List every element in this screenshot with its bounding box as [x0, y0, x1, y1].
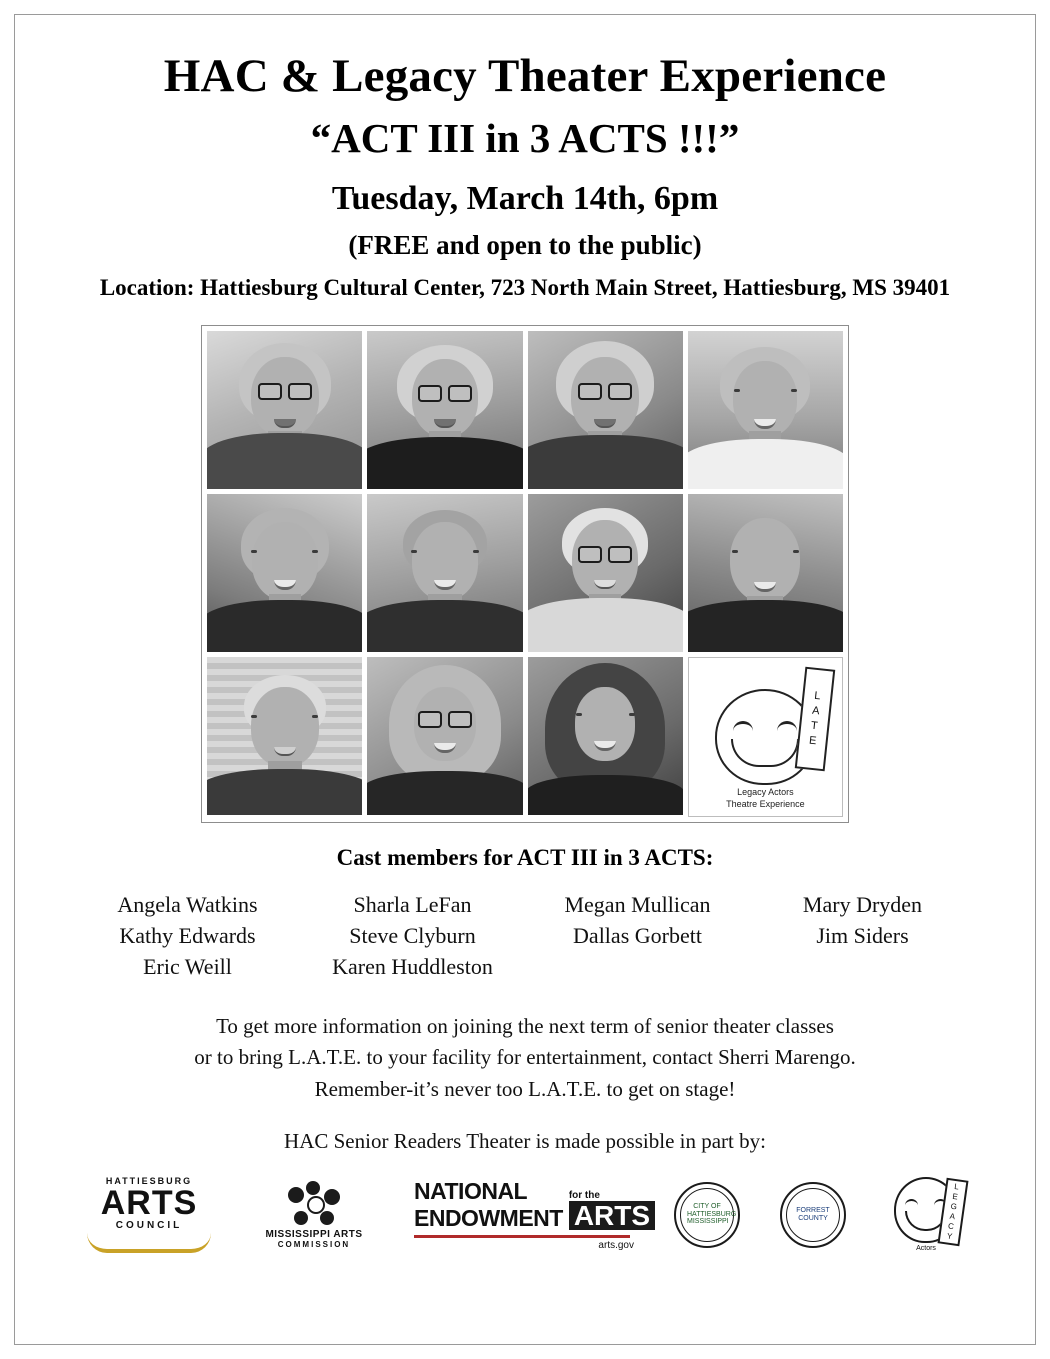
cast-member: Kathy Edwards: [119, 923, 256, 949]
cast-column-3: [525, 889, 750, 983]
legacy-letter-c: C: [947, 1221, 955, 1232]
cast-member: Megan Mullican: [564, 891, 711, 917]
contact-info-line3: Remember-it’s never too L.A.T.E. to get on stage!: [314, 1076, 736, 1101]
cast-column-2: [300, 889, 525, 983]
mac-mark-icon: [288, 1181, 340, 1225]
nea-word-national: NATIONAL: [414, 1178, 528, 1205]
cast-photo-grid: [201, 325, 849, 823]
portrait-10: [367, 657, 522, 815]
portrait-5: [207, 494, 362, 652]
cast-member: Steve Clyburn: [349, 923, 476, 949]
late-letter-l: L: [813, 689, 822, 703]
cast-member: Dallas Gorbett: [573, 923, 702, 949]
mac-line1: MISSISSIPPI ARTS: [265, 1228, 363, 1240]
nea-word-forthe: for the: [568, 1189, 600, 1201]
flyer-title-primary: HAC & Legacy Theater Experience: [163, 50, 887, 102]
late-letter-a: A: [811, 704, 821, 718]
legacy-letter-e: E: [951, 1191, 959, 1202]
portrait-1: [207, 331, 362, 489]
mississippi-arts-commission-logo: [254, 1181, 374, 1249]
nea-url: arts.gov: [598, 1240, 634, 1252]
cast-member: Sharla LeFan: [353, 891, 472, 917]
legacy-letter-a: A: [949, 1211, 956, 1222]
late-letter-t: T: [810, 719, 819, 733]
late-banner: [795, 667, 835, 772]
hac-swoosh-icon: [87, 1233, 211, 1253]
cast-member: Jim Siders: [816, 923, 909, 949]
portrait-2: [367, 331, 522, 489]
hac-line2: ARTS: [100, 1184, 198, 1223]
flyer-sheet: [14, 14, 1036, 1345]
city-of-hattiesburg-seal: [674, 1182, 740, 1248]
cast-heading: Cast members for ACT III in 3 ACTS:: [336, 844, 714, 870]
portrait-11: [528, 657, 683, 815]
legacy-actors-logo: [886, 1177, 966, 1252]
legacy-caption: Actors: [916, 1245, 936, 1253]
sponsor-logos: [55, 1176, 995, 1253]
cast-member: Mary Dryden: [802, 891, 923, 917]
county-seal-text: FORREST COUNTY: [796, 1206, 830, 1222]
flyer-title-secondary: “ACT III in 3 ACTS !!!”: [310, 114, 740, 161]
city-seal-text: CITY OF HATTIESBURG MISSISSIPPI: [687, 1203, 737, 1226]
late-caption-line2: Theatre Experience: [726, 798, 805, 809]
mac-line2: COMMISSION: [277, 1239, 351, 1249]
forrest-county-seal: [780, 1182, 846, 1248]
portrait-7: [528, 494, 683, 652]
cast-list: [75, 889, 975, 983]
hattiesburg-arts-council-logo: [84, 1176, 214, 1253]
cast-column-1: [75, 889, 300, 983]
legacy-letter-y: Y: [946, 1231, 953, 1242]
nea-word-arts: ARTS: [569, 1201, 655, 1230]
late-letter-e: E: [808, 734, 817, 747]
late-caption-line1: Legacy Actors: [737, 787, 794, 798]
contact-info-line1: To get more information on joining the next term of senior theater classes: [216, 1013, 834, 1038]
cast-column-4: [750, 889, 975, 983]
hac-line3: COUNCIL: [115, 1220, 183, 1232]
national-endowment-for-the-arts-logo: [414, 1178, 651, 1252]
portrait-4: [688, 331, 843, 489]
late-logo: [688, 657, 843, 817]
nea-word-endowment: ENDOWMENT: [414, 1205, 563, 1232]
flyer-date: Tuesday, March 14th, 6pm: [331, 179, 719, 217]
flyer-free-notice: (FREE and open to the public): [348, 229, 702, 260]
flyer-location: Location: Hattiesburg Cultural Center, 723 North Main Street, Hattiesburg, MS 39401: [99, 274, 951, 300]
hac-line1: HATTIESBURG: [105, 1176, 193, 1187]
cast-member: Eric Weill: [143, 954, 232, 980]
sponsor-intro: HAC Senior Readers Theater is made possible in part by:: [284, 1129, 766, 1154]
legacy-letter-l: L: [953, 1182, 960, 1192]
contact-info-line2: or to bring L.A.T.E. to your facility for entertainment, contact Sherri Marengo.: [194, 1045, 856, 1070]
nea-rule: [414, 1235, 630, 1238]
contact-info: [55, 1011, 995, 1106]
portrait-8: [688, 494, 843, 652]
portrait-3: [528, 331, 683, 489]
late-caption: [689, 787, 842, 810]
cast-member: Karen Huddleston: [332, 954, 493, 980]
portrait-9: [207, 657, 362, 815]
legacy-letter-g: G: [950, 1201, 958, 1212]
cast-member: Angela Watkins: [117, 891, 258, 917]
portrait-6: [367, 494, 522, 652]
